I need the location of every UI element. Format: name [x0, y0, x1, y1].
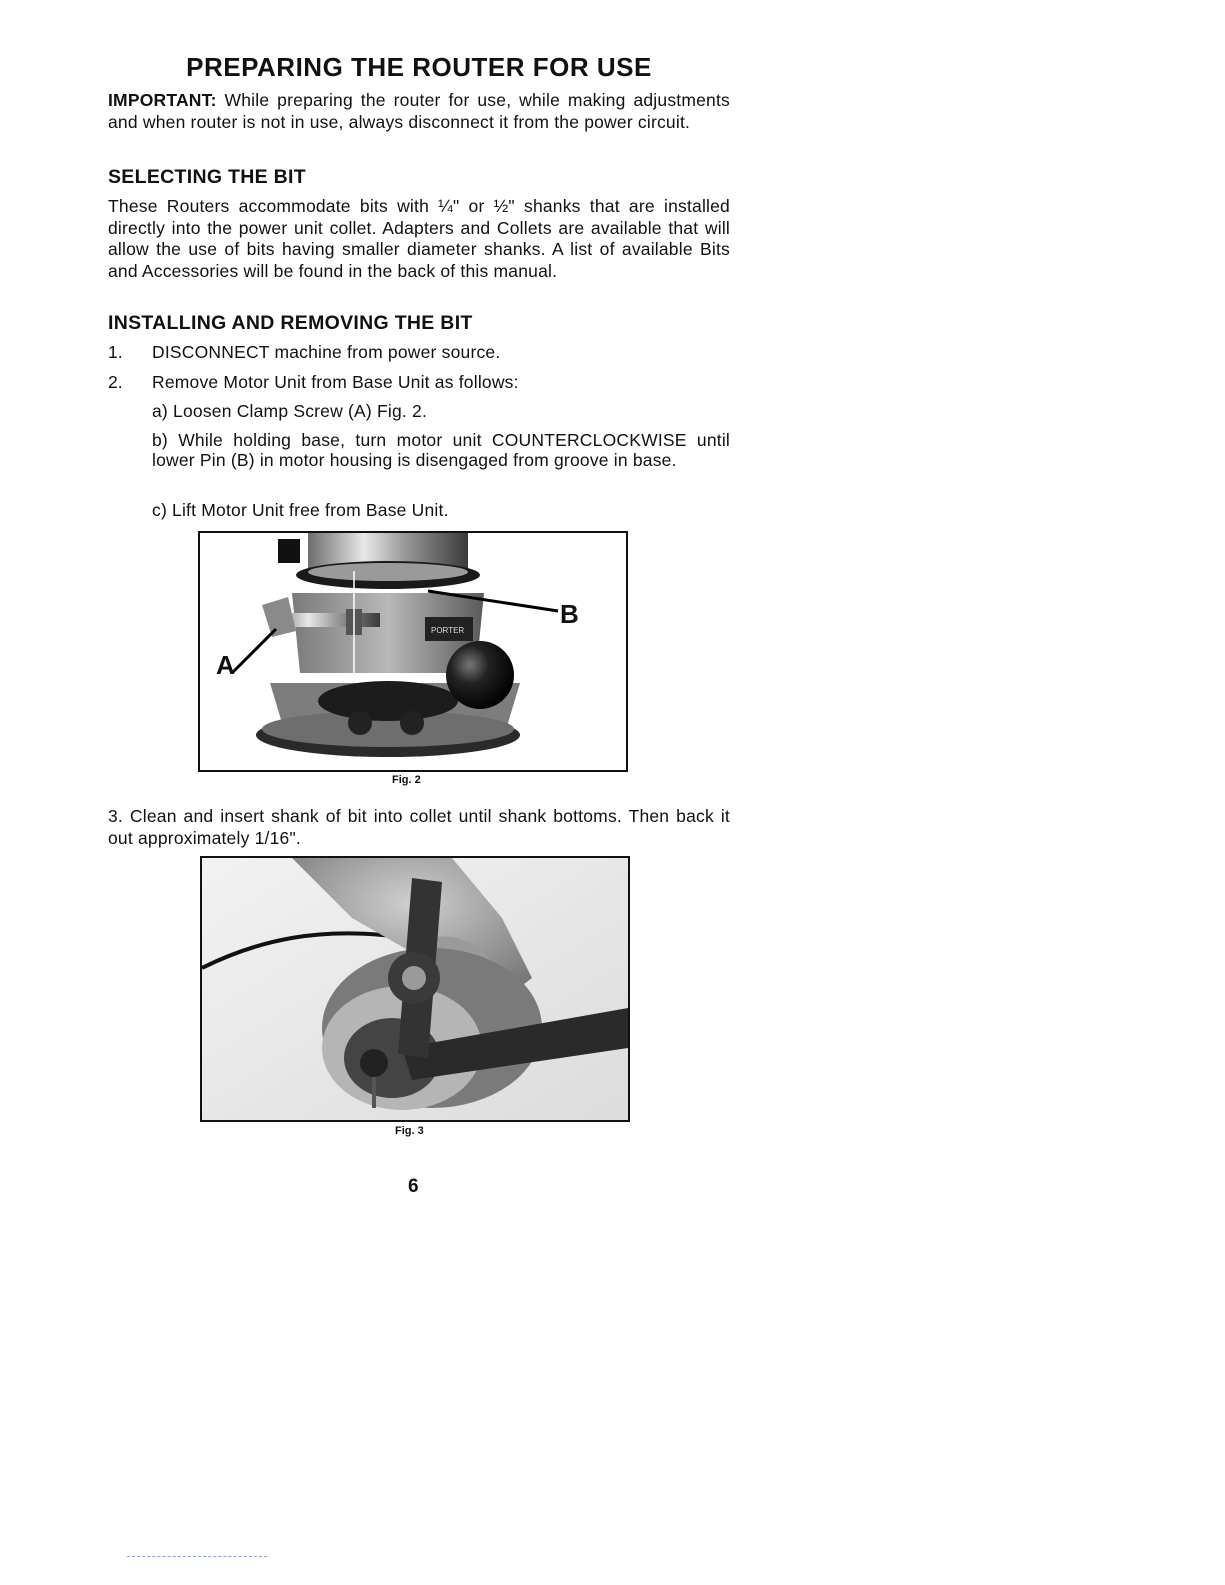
figure-2 [198, 531, 628, 772]
step-2c-text: c) Lift Motor Unit free from Base Unit. [152, 500, 449, 520]
step-3-text: 3. Clean and insert shank of bit into collet until shank bottoms. Then back it out approximately 1/16". [108, 806, 730, 848]
step-1-number: 1. [108, 342, 123, 362]
installing-heading: INSTALLING AND REMOVING THE BIT [108, 312, 473, 334]
step-2-number: 2. [108, 372, 123, 392]
scan-artifact-line [127, 1556, 267, 1557]
callout-b: B [560, 599, 579, 629]
step-2a-text: a) Loosen Clamp Screw (A) Fig. 2. [152, 401, 428, 421]
step-2-text: Remove Motor Unit from Base Unit as follows: [152, 372, 519, 392]
figure-2-caption: Fig. 2 [392, 774, 421, 786]
callout-a: A [216, 650, 235, 680]
page-title: PREPARING THE ROUTER FOR USE [186, 52, 652, 82]
selecting-heading: SELECTING THE BIT [108, 166, 306, 188]
wrench-on-collet-illustration [202, 858, 628, 1120]
selecting-text: These Routers accommodate bits with ¼" or ½" shanks that are installed directly into the power unit collet. Adapters and Collets are available that will allow the use of bits having smaller diameter shanks. A list of available Bits and Accessories will be found in the back of this manual. [108, 196, 730, 281]
step-1-text: DISCONNECT machine from power source. [152, 342, 501, 362]
figure-3-caption: Fig. 3 [395, 1125, 424, 1137]
brand-label: PORTER [431, 626, 465, 635]
figure-3 [200, 856, 630, 1122]
important-text: While preparing the router for use, while making adjustments and when router is not in use, always disconnect it from the power circuit. [108, 90, 730, 132]
important-lead: IMPORTANT: [108, 90, 217, 110]
page-number: 6 [408, 1176, 419, 1197]
important-note [108, 90, 730, 133]
router-base-illustration [200, 533, 626, 770]
step-2b-text: b) While holding base, turn motor unit COUNTERCLOCKWISE until lower Pin (B) in motor housing is disengaged from groove in base. [152, 430, 730, 470]
